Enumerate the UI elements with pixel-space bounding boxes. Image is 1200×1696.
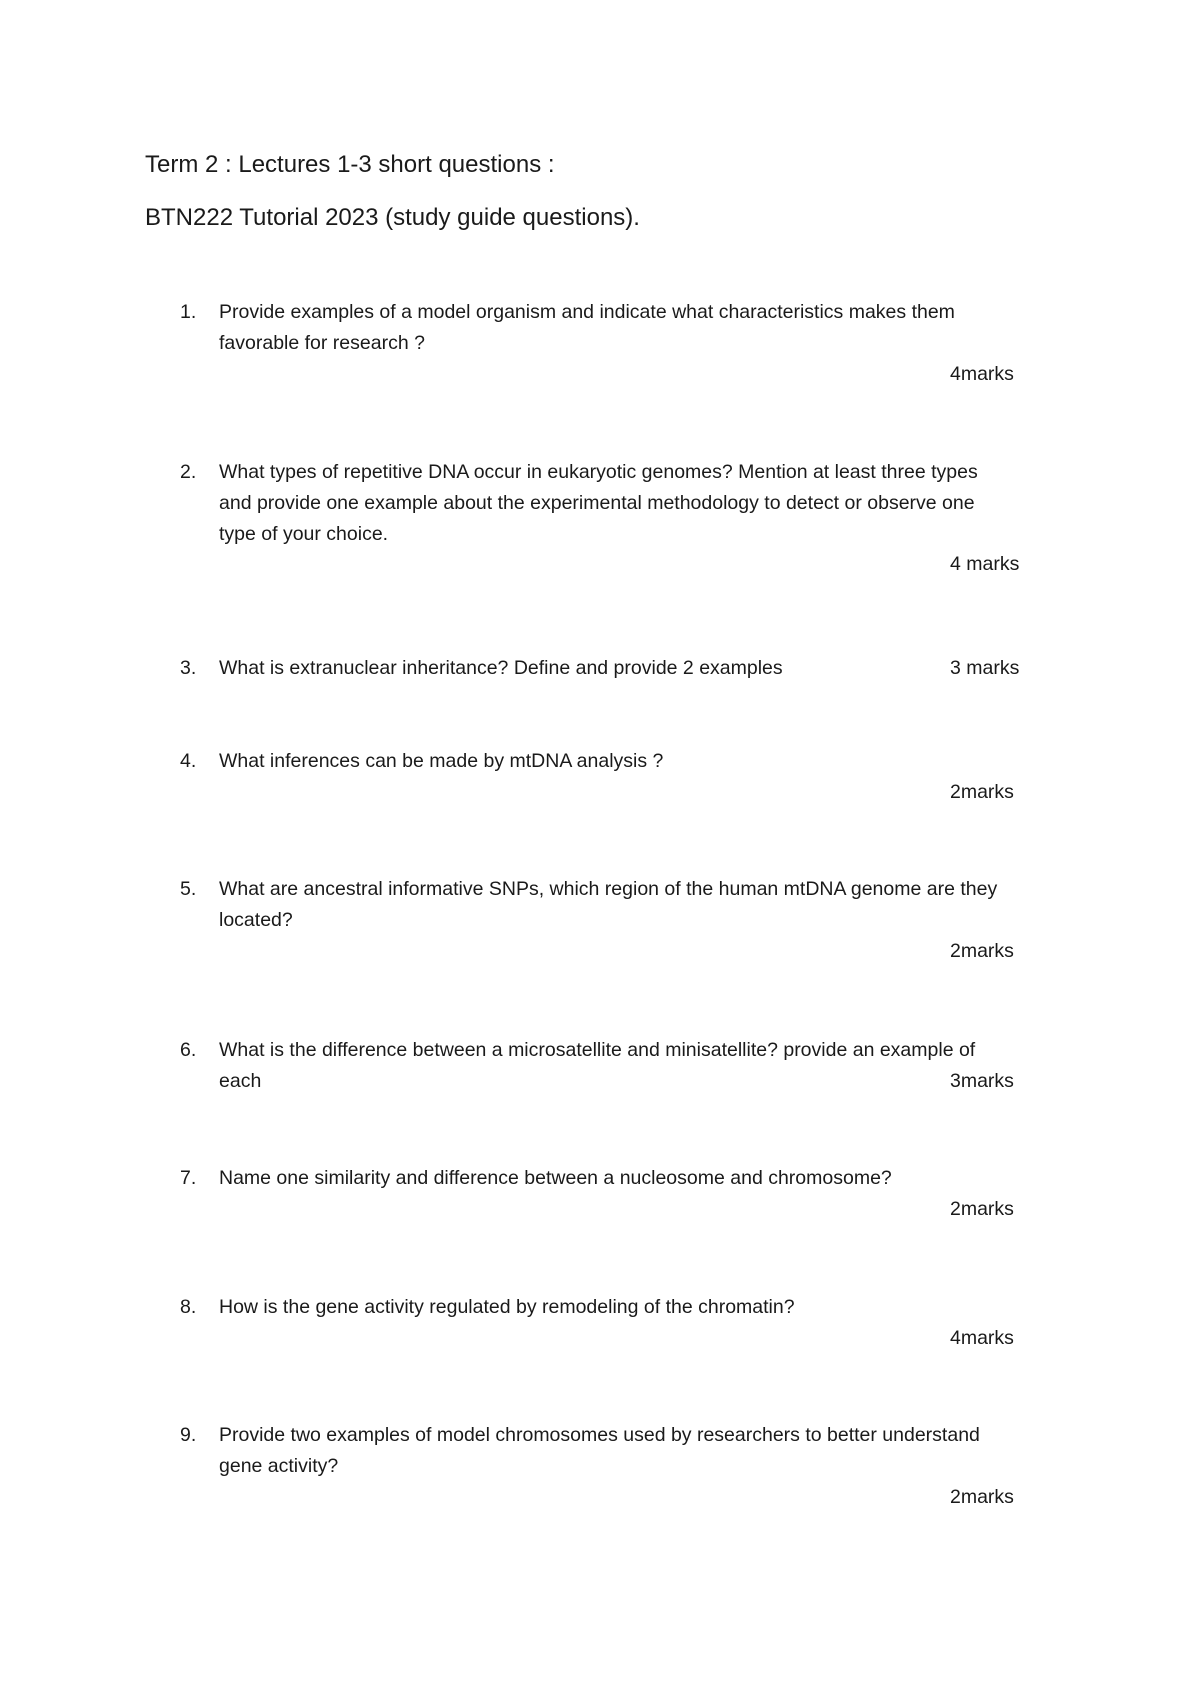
question-marks: 4marks — [950, 363, 1014, 385]
question-text-line: Name one similarity and difference between a nucleosome and chromosome? — [219, 1167, 892, 1189]
question-number: 8. — [180, 1296, 197, 1318]
question-marks: 4marks — [950, 1327, 1014, 1349]
question-marks: 2marks — [950, 1486, 1014, 1508]
question-text-line: What are ancestral informative SNPs, which region of the human mtDNA genome are they — [219, 878, 998, 900]
question-item — [180, 1163, 1040, 1220]
question-item — [180, 653, 1040, 684]
question-item — [180, 457, 1040, 575]
question-text-line: type of your choice. — [219, 523, 389, 545]
question-marks: 3marks — [950, 1070, 1014, 1092]
document-title: Term 2 : Lectures 1-3 short questions : — [145, 151, 555, 178]
question-number: 7. — [180, 1167, 197, 1189]
question-item — [180, 746, 1040, 803]
question-marks: 2marks — [950, 940, 1014, 962]
question-item — [180, 297, 1040, 385]
question-number: 3. — [180, 657, 197, 679]
question-text-line: Provide two examples of model chromosomes used by researchers to better understand — [219, 1424, 980, 1446]
question-item — [180, 1420, 1040, 1508]
question-text-line: gene activity? — [219, 1455, 339, 1477]
question-number: 6. — [180, 1039, 197, 1061]
question-marks: 3 marks — [950, 657, 1020, 679]
question-marks: 2marks — [950, 1198, 1014, 1220]
question-text-line: each — [219, 1070, 262, 1092]
question-text-line: What is extranuclear inheritance? Define and provide 2 examples — [219, 657, 783, 679]
question-text-line: What inferences can be made by mtDNA analysis ? — [219, 750, 664, 772]
question-text-line: Provide examples of a model organism and indicate what characteristics makes them — [219, 301, 955, 323]
question-item — [180, 874, 1040, 962]
question-marks: 2marks — [950, 781, 1014, 803]
question-text-line: favorable for research ? — [219, 332, 425, 354]
question-marks: 4 marks — [950, 553, 1020, 575]
question-text-line: What is the difference between a microsatellite and minisatellite? provide an example of — [219, 1039, 976, 1061]
document-subtitle: BTN222 Tutorial 2023 (study guide questions). — [145, 204, 640, 231]
question-text-line: What types of repetitive DNA occur in eukaryotic genomes? Mention at least three types — [219, 461, 978, 483]
question-number: 5. — [180, 878, 197, 900]
question-text-line: How is the gene activity regulated by remodeling of the chromatin? — [219, 1296, 795, 1318]
question-text-line: and provide one example about the experimental methodology to detect or observe one — [219, 492, 975, 514]
question-number: 1. — [180, 301, 197, 323]
question-text-line: located? — [219, 909, 293, 931]
question-item — [180, 1035, 1040, 1097]
question-item — [180, 1292, 1040, 1349]
question-number: 2. — [180, 461, 197, 483]
question-number: 4. — [180, 750, 197, 772]
question-number: 9. — [180, 1424, 197, 1446]
